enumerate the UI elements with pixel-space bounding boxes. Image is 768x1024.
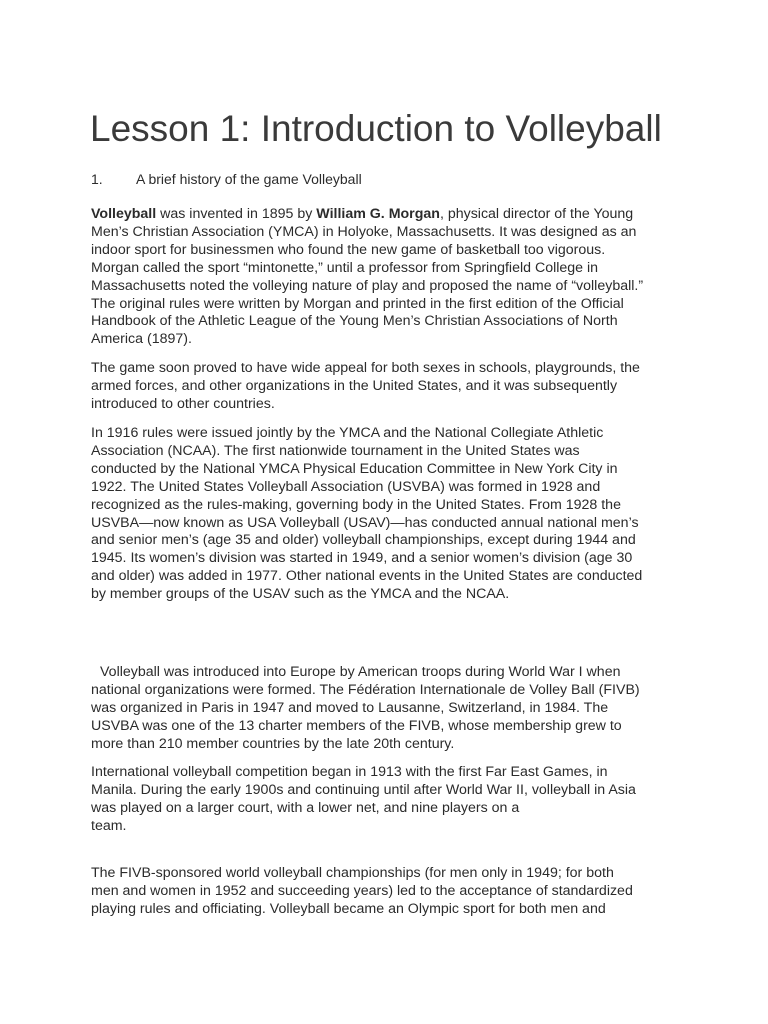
paragraph-line: recognized as the rules-making, governing body in the United States. From 1928 the [91,496,621,513]
paragraph-line: The FIVB-sponsored world volleyball championships (for men only in 1949; for both [91,865,614,881]
bold-term-volleyball: Volleyball [91,206,157,222]
text-run: , physical director of the Young [439,206,634,222]
paragraph-line: armed forces, and other organizations in the United States, and it was subsequently [91,377,618,394]
paragraph-line: and senior men’s (age 35 and older) volleyball championships, except during 1944 and [91,532,636,549]
text-run: was invented in 1895 by [156,206,317,222]
paragraph-line: more than 210 member countries by the late 20th century. [91,735,455,752]
paragraph-line: team. [91,817,127,834]
paragraph-line: Volleyball was introduced into Europe by American troops during World War I when [100,664,621,680]
paragraph-line: introduced to other countries. [91,395,275,412]
paragraph-line: was organized in Paris in 1947 and moved to Lausanne, Switzerland, in 1984. The [91,699,609,716]
paragraph-line: Association (NCAA). The first nationwide tournament in the United States was [91,442,580,459]
paragraph-appeal [91,360,691,414]
bold-name-morgan: William G. Morgan [316,206,440,222]
paragraph-line: Massachusetts noted the volleying nature of play and proposed the name of “volleyball.” [91,277,644,294]
paragraph-line: national organizations were formed. The Fédération Internationale de Volley Ball (FIVB) [91,681,640,698]
paragraph-line: 1945. Its women’s division was started in 1949, and a senior women’s division (age 30 [91,550,633,567]
paragraph-line: Handbook of the Athletic League of the Young Men’s Christian Associations of North [91,313,618,330]
paragraph-line: In 1916 rules were issued jointly by the YMCA and the National Collegiate Athletic [91,425,604,441]
paragraph-line: 1922. The United States Volleyball Association (USVBA) was formed in 1928 and [91,478,601,495]
list-item-text: A brief history of the game Volleyball [136,171,362,187]
paragraph-line: Manila. During the early 1900s and continuing until after World War II, volleyball in Asia [91,781,636,798]
paragraph-line: Morgan called the sport “mintonette,” until a professor from Springfield College in [91,259,599,276]
paragraph-line: indoor sport for businessmen who found the new game of basketball too vigorous. [91,241,606,258]
paragraph-line: conducted by the National YMCA Physical Education Committee in New York City in [91,460,618,477]
paragraph-line: by member groups of the USAV such as the YMCA and the NCAA. [91,586,510,603]
paragraph-international [91,764,691,836]
paragraph-usvba [91,425,691,604]
paragraph-invention [91,206,691,349]
paragraph-line: men and women in 1952 and succeeding years) led to the acceptance of standardized [91,882,633,899]
paragraph-line: and older) was added in 1977. Other national events in the United States are conducted [91,568,643,585]
paragraph-line: playing rules and officiating. Volleyball became an Olympic sport for both men and [91,900,606,917]
paragraph-line: USVBA was one of the 13 charter members of the FIVB, whose membership grew to [91,717,622,734]
paragraph-europe [91,664,691,754]
paragraph-line: The original rules were written by Morgan and printed in the first edition of the Official [91,295,624,312]
paragraph-line: Men’s Christian Association (YMCA) in Holyoke, Massachusetts. It was designed as an [91,223,637,240]
paragraph-fivb-championships [91,865,691,919]
list-item [91,171,362,187]
paragraph-line: was played on a larger court, with a lower net, and nine players on a [91,799,520,816]
list-item-number: 1. [91,171,103,187]
paragraph-line: International volleyball competition began in 1913 with the first Far East Games, in [91,764,608,780]
paragraph-line: America (1897). [91,331,192,348]
paragraph-line [91,206,691,224]
paragraph-line: The game soon proved to have wide appeal for both sexes in schools, playgrounds, the [91,360,640,376]
page-title: Lesson 1: Introduction to Volleyball [90,108,662,149]
paragraph-line: USVBA—now known as USA Volleyball (USAV)—has conducted annual national men’s [91,514,639,531]
